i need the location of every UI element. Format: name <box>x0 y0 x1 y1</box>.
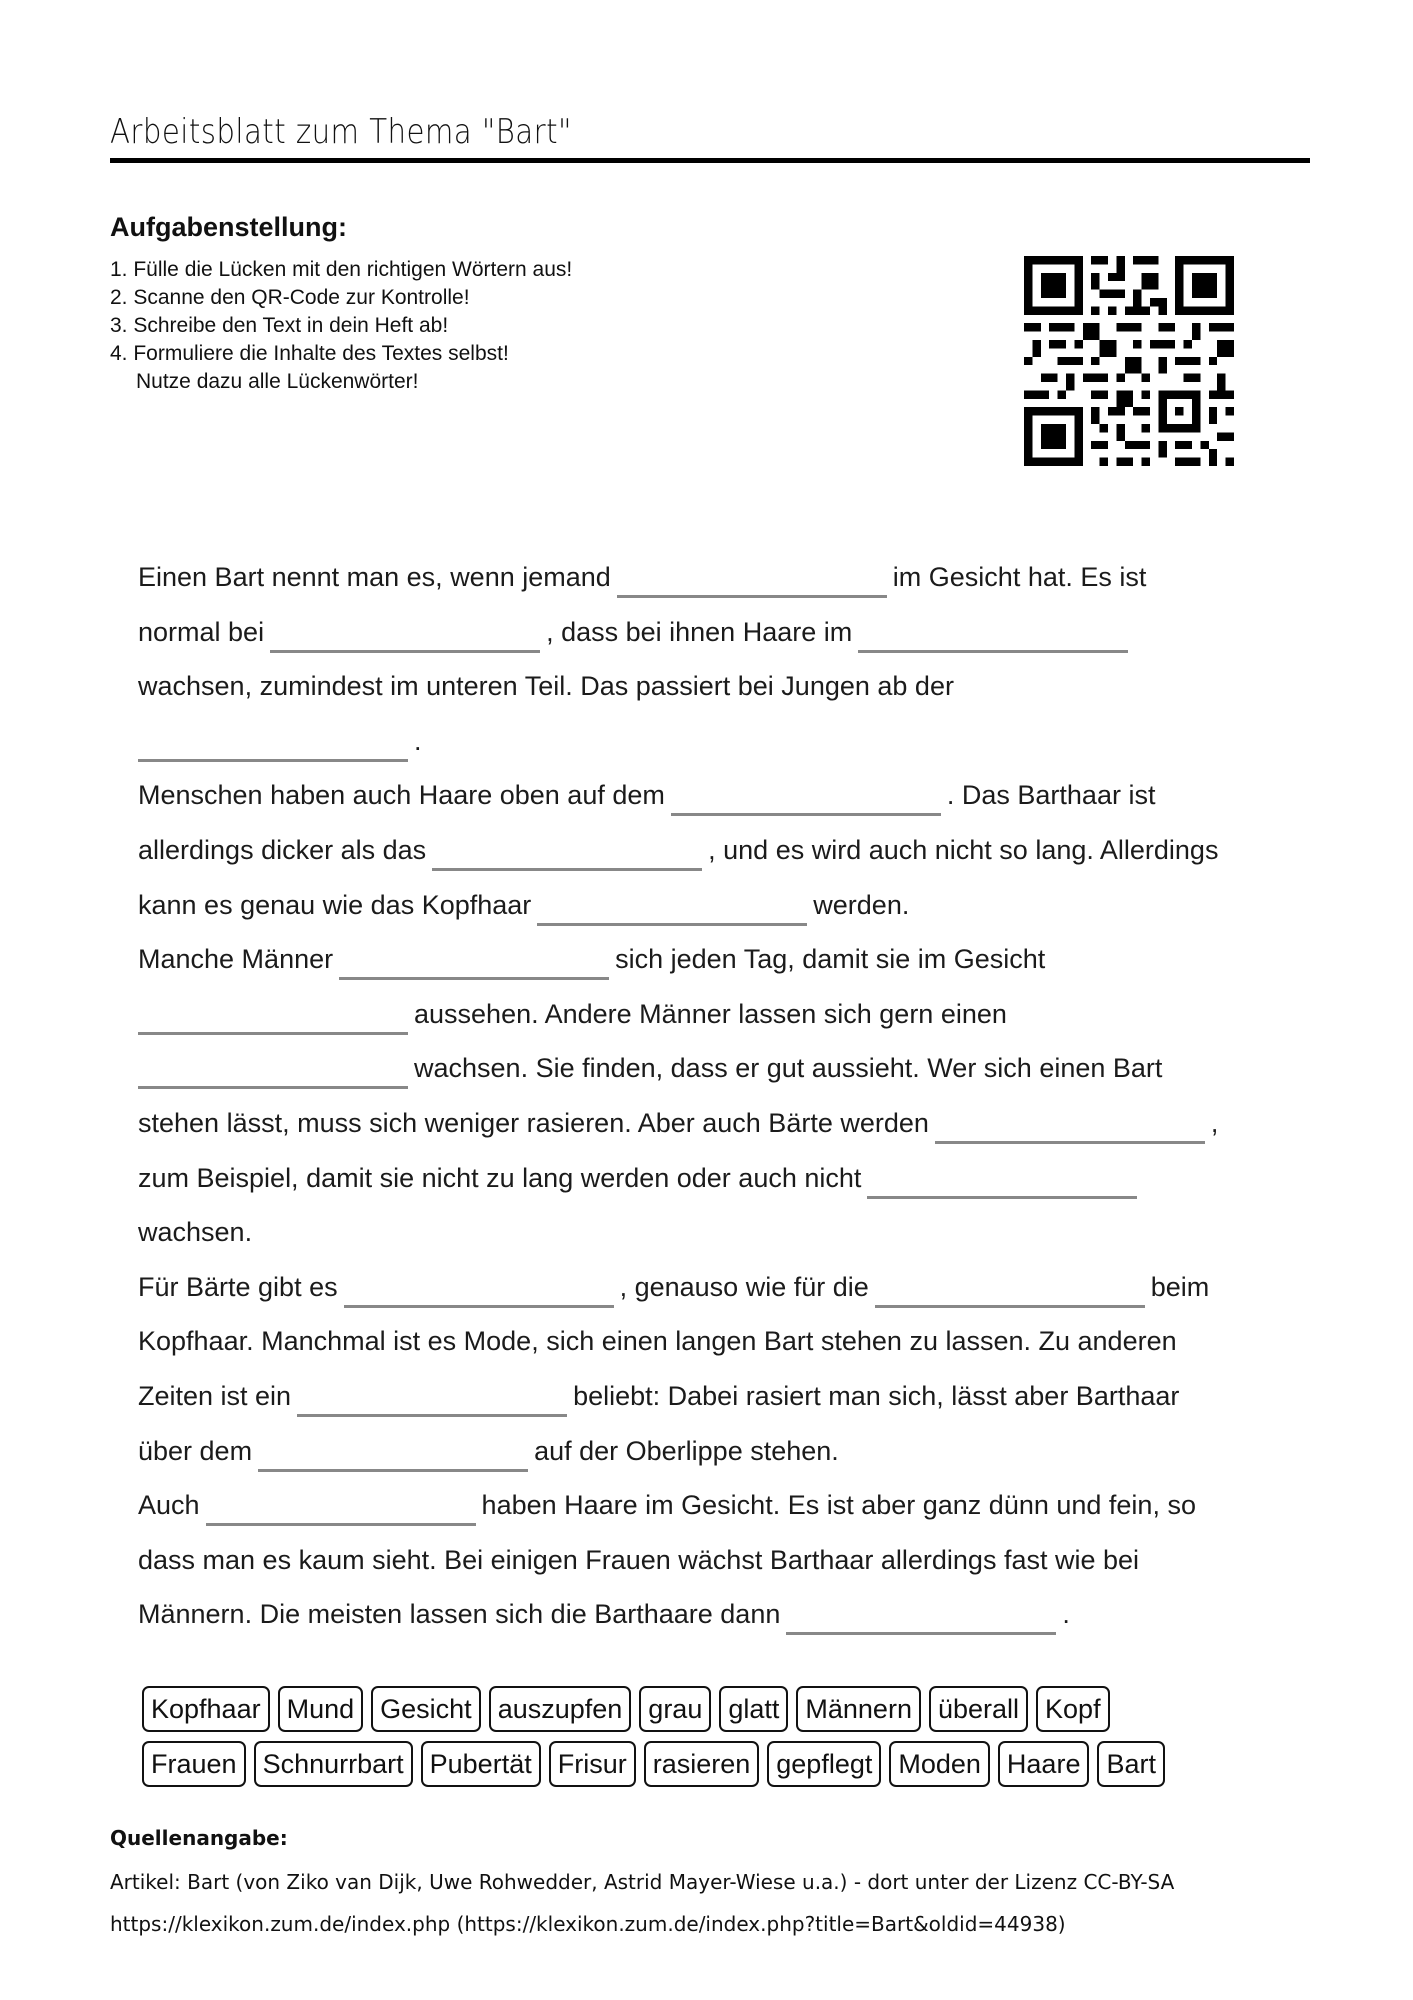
blank-field[interactable] <box>858 618 1128 653</box>
blank-field[interactable] <box>138 727 408 762</box>
blank-field[interactable] <box>432 836 702 871</box>
text-line: Manche Männer sich jeden Tag, damit sie im Gesicht <box>138 932 1298 987</box>
text-line: Menschen haben auch Haare oben auf dem . Das Barthaar ist <box>138 768 1298 823</box>
word-chip[interactable]: Pubertät <box>421 1741 541 1787</box>
text-line: stehen lässt, muss sich weniger rasieren. Aber auch Bärte werden , <box>138 1096 1298 1151</box>
word-chip[interactable]: grau <box>639 1686 711 1732</box>
word-chip[interactable]: Gesicht <box>371 1686 481 1732</box>
text-line: Zeiten ist ein beliebt: Dabei rasiert man sich, lässt aber Barthaar <box>138 1369 1298 1424</box>
text-line: kann es genau wie das Kopfhaar werden. <box>138 878 1298 933</box>
blank-field[interactable] <box>537 891 807 926</box>
word-chip[interactable]: gepflegt <box>767 1741 881 1787</box>
task-item: 2. Scanne den QR-Code zur Kontrolle! <box>110 286 470 309</box>
word-chip[interactable]: auszupfen <box>489 1686 632 1732</box>
blank-field[interactable] <box>935 1109 1205 1144</box>
blank-field[interactable] <box>344 1273 614 1308</box>
text-line: aussehen. Andere Männer lassen sich gern einen <box>138 987 1298 1042</box>
word-bank-row <box>142 1741 1165 1787</box>
text-line: Auch haben Haare im Gesicht. Es ist aber ganz dünn und fein, so <box>138 1478 1298 1533</box>
blank-field[interactable] <box>206 1491 476 1526</box>
word-bank <box>142 1686 1165 1796</box>
text-line: allerdings dicker als das , und es wird auch nicht so lang. Allerdings <box>138 823 1298 878</box>
source-url[interactable]: https://klexikon.zum.de/index.php (https://klexikon.zum.de/index.php?title=Bart&oldid=44938) <box>110 1912 1066 1936</box>
text-line: wachsen. <box>138 1217 253 1248</box>
task-list <box>110 256 572 396</box>
word-chip[interactable]: glatt <box>719 1686 788 1732</box>
blank-field[interactable] <box>258 1437 528 1472</box>
text-line: Einen Bart nennt man es, wenn jemand im Gesicht hat. Es ist <box>138 550 1298 605</box>
blank-field[interactable] <box>138 1054 408 1089</box>
blank-field[interactable] <box>297 1382 567 1417</box>
text-line: wachsen. Sie finden, dass er gut aussieht. Wer sich einen Bart <box>138 1041 1298 1096</box>
source-article: Artikel: Bart (von Ziko van Dijk, Uwe Rohwedder, Astrid Mayer-Wiese u.a.) - dort unter der Lizenz CC-BY-SA <box>110 1870 1175 1894</box>
blank-field[interactable] <box>671 781 941 816</box>
word-chip[interactable]: Kopf <box>1036 1686 1110 1732</box>
word-chip[interactable]: überall <box>929 1686 1028 1732</box>
text-line: über dem auf der Oberlippe stehen. <box>138 1424 1298 1479</box>
task-heading: Aufgabenstellung: <box>110 212 347 242</box>
word-chip[interactable]: Bart <box>1097 1741 1165 1787</box>
word-chip[interactable]: Frisur <box>549 1741 636 1787</box>
text-line: Kopfhaar. Manchmal ist es Mode, sich einen langen Bart stehen zu lassen. Zu anderen <box>138 1326 1177 1357</box>
word-chip[interactable]: Frauen <box>142 1741 246 1787</box>
word-chip[interactable]: rasieren <box>644 1741 760 1787</box>
blank-field[interactable] <box>786 1600 1056 1635</box>
blank-field[interactable] <box>875 1273 1145 1308</box>
task-item: 1. Fülle die Lücken mit den richtigen Wörtern aus! <box>110 258 573 281</box>
text-line: wachsen, zumindest im unteren Teil. Das passiert bei Jungen ab der <box>138 671 954 702</box>
text-line: dass man es kaum sieht. Bei einigen Frauen wächst Barthaar allerdings fast wie bei <box>138 1544 1140 1575</box>
task-item: Nutze dazu alle Lückenwörter! <box>136 370 419 393</box>
text-line: Männern. Die meisten lassen sich die Barthaare dann . <box>138 1587 1298 1642</box>
text-line: Für Bärte gibt es , genauso wie für die beim <box>138 1260 1298 1315</box>
title-divider <box>110 158 1310 163</box>
blank-field[interactable] <box>867 1164 1137 1199</box>
word-chip[interactable]: Haare <box>998 1741 1090 1787</box>
word-chip[interactable]: Schnurrbart <box>254 1741 413 1787</box>
word-chip[interactable]: Männern <box>796 1686 921 1732</box>
text-line: zum Beispiel, damit sie nicht zu lang werden oder auch nicht <box>138 1151 1298 1206</box>
blank-field[interactable] <box>138 1000 408 1035</box>
word-bank-row <box>142 1686 1165 1732</box>
cloze-text <box>138 550 1298 1642</box>
task-item: 3. Schreibe den Text in dein Heft ab! <box>110 314 449 337</box>
text-line: normal bei , dass bei ihnen Haare im <box>138 605 1298 660</box>
word-chip[interactable]: Mund <box>278 1686 364 1732</box>
blank-field[interactable] <box>339 945 609 980</box>
word-chip[interactable]: Moden <box>889 1741 990 1787</box>
source-heading: Quellenangabe: <box>110 1826 288 1850</box>
task-item: 4. Formuliere die Inhalte des Textes selbst! <box>110 342 509 365</box>
word-chip[interactable]: Kopfhaar <box>142 1686 270 1732</box>
text-line: . <box>138 714 1298 769</box>
page-title: Arbeitsblatt zum Thema "Bart" <box>110 112 572 152</box>
blank-field[interactable] <box>617 563 887 598</box>
qr-code-icon <box>1024 256 1234 466</box>
blank-field[interactable] <box>270 618 540 653</box>
